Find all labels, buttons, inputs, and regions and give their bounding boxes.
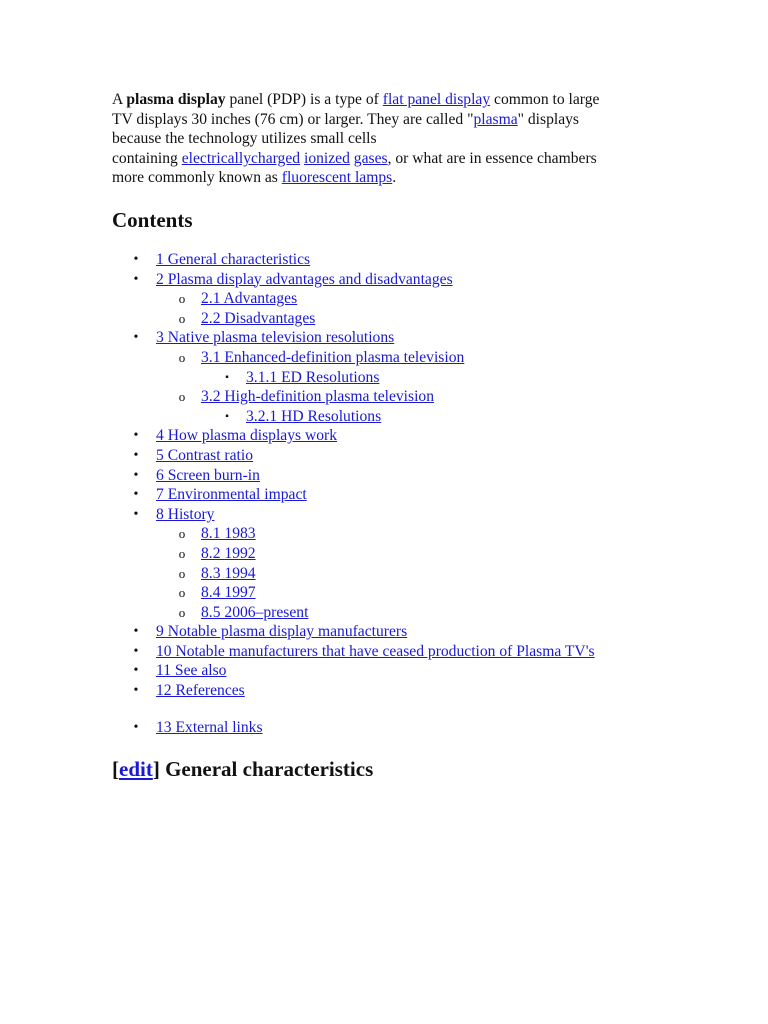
toc-bullet-icon: o [178,526,186,542]
toc-link[interactable]: 6 Screen burn-in [156,466,260,484]
intro-text: containing [112,149,182,167]
toc-item [112,289,672,309]
toc-link[interactable]: 8.4 1997 [201,584,256,602]
intro-text: A [112,91,127,108]
toc-item [112,446,672,466]
toc-bullet-icon: • [133,663,139,679]
intro-text: , or what are in essence chambers [387,149,597,167]
toc-bullet-icon: o [178,585,186,601]
toc-bullet-icon: • [133,719,139,735]
toc-bullet-icon: ▪ [225,371,229,383]
toc-item [112,642,672,662]
intro-line-4 [112,149,657,169]
toc-link[interactable]: 11 See also [156,662,227,680]
toc-bullet-icon: • [133,487,139,503]
toc-link[interactable]: 3.2.1 HD Resolutions [246,407,382,425]
toc-bullet-icon: • [133,330,139,346]
toc-bullet-icon: o [178,389,186,405]
toc-bullet-icon: o [178,291,186,307]
toc-link[interactable]: 2.2 Disadvantages [201,309,316,327]
intro-bold-term: plasma display [126,91,226,108]
toc-item [112,328,672,348]
toc-bullet-icon: • [133,428,139,444]
toc-item [112,466,672,486]
toc-bullet-icon: o [178,565,186,581]
toc-link[interactable]: 2.1 Advantages [201,290,298,308]
edit-link[interactable]: edit [119,757,153,781]
intro-line-5 [112,168,657,188]
link-plasma[interactable]: plasma [473,110,518,128]
toc-item [112,485,672,505]
toc-bullet-icon: o [178,545,186,561]
toc-item [112,661,672,681]
toc-bullet-icon: • [133,271,139,287]
toc-link[interactable]: 8.1 1983 [201,525,256,543]
toc-item [112,309,672,329]
toc-item [112,368,672,388]
toc-link[interactable]: 12 References [156,682,245,700]
link-flat-panel-display[interactable]: flat panel display [382,91,491,108]
toc-bullet-icon: • [133,467,139,483]
link-electrically[interactable]: electrically [181,149,251,167]
contents-heading: Contents [112,208,193,232]
toc-link[interactable]: 8 History [156,505,215,523]
toc-bullet-icon: o [178,604,186,620]
toc-bullet-icon: ▪ [225,410,229,422]
link-gases[interactable]: gases [353,149,388,167]
toc-item [112,564,672,584]
edit-bracket-open: [ [112,757,119,781]
toc-item [112,544,672,564]
link-fluorescent-lamps[interactable]: fluorescent lamps [281,169,393,187]
toc-link[interactable]: 3.1.1 ED Resolutions [246,368,380,386]
toc-item [112,603,672,623]
toc-item [112,622,672,642]
toc-item [112,270,672,290]
toc-link[interactable]: 13 External links [156,718,263,736]
edit-bracket-close: ] [152,757,160,781]
intro-text: . [392,169,397,187]
intro-text: panel (PDP) is a type of [225,91,383,108]
toc-link[interactable]: 9 Notable plasma display manufacturers [156,623,408,641]
toc-item [112,583,672,603]
article-body [112,90,657,781]
toc-bullet-icon: o [178,310,186,326]
intro-paragraph [112,90,657,188]
toc-item [112,387,672,407]
toc-bullet-icon: • [133,506,139,522]
toc-bullet-icon: • [133,643,139,659]
intro-line-2 [112,110,657,130]
toc-link[interactable]: 8.5 2006–present [201,603,309,621]
intro-text: " displays [517,110,580,128]
toc-link[interactable]: 5 Contrast ratio [156,446,254,464]
intro-line-1 [112,90,657,110]
link-ionized[interactable]: ionized [303,149,350,167]
toc-item [112,426,672,446]
toc-link[interactable]: 1 General characteristics [156,251,311,268]
toc-item [112,681,672,701]
toc-link[interactable]: 3.2 High-definition plasma television [201,388,435,406]
intro-text: more commonly known as [112,169,282,187]
toc-item [112,505,672,525]
link-charged[interactable]: charged [251,149,301,167]
intro-line-3 [112,129,657,149]
toc-link[interactable]: 10 Notable manufacturers that have ceased production of Plasma TV's [156,642,595,660]
toc-bullet-icon: • [133,252,139,267]
toc-link[interactable]: 2 Plasma display advantages and disadvantages [156,270,453,288]
intro-text: common to large [490,91,600,108]
section-title: General characteristics [159,757,374,781]
intro-text: because the technology utilizes small cells [112,130,377,148]
toc-link[interactable]: 4 How plasma displays work [156,427,338,445]
toc-item [112,407,672,427]
toc-bullet-icon: • [133,447,139,463]
toc-item [112,718,672,738]
toc-bullet-icon: o [178,349,186,365]
toc-item [112,250,672,270]
table-of-contents [112,250,672,737]
toc-link[interactable]: 3.1 Enhanced-definition plasma television [201,348,465,366]
toc-link[interactable]: 8.2 1992 [201,544,256,562]
toc-link[interactable]: 7 Environmental impact [156,486,307,504]
toc-item [112,524,672,544]
toc-link[interactable]: 3 Native plasma television resolutions [156,329,395,347]
section-heading-general-characteristics [112,757,373,781]
toc-link[interactable]: 8.3 1994 [201,564,256,582]
toc-bullet-icon: • [133,683,139,699]
intro-text: TV displays 30 inches (76 cm) or larger. They are called " [112,110,474,128]
toc-bullet-icon: • [133,624,139,640]
toc-item [112,348,672,368]
